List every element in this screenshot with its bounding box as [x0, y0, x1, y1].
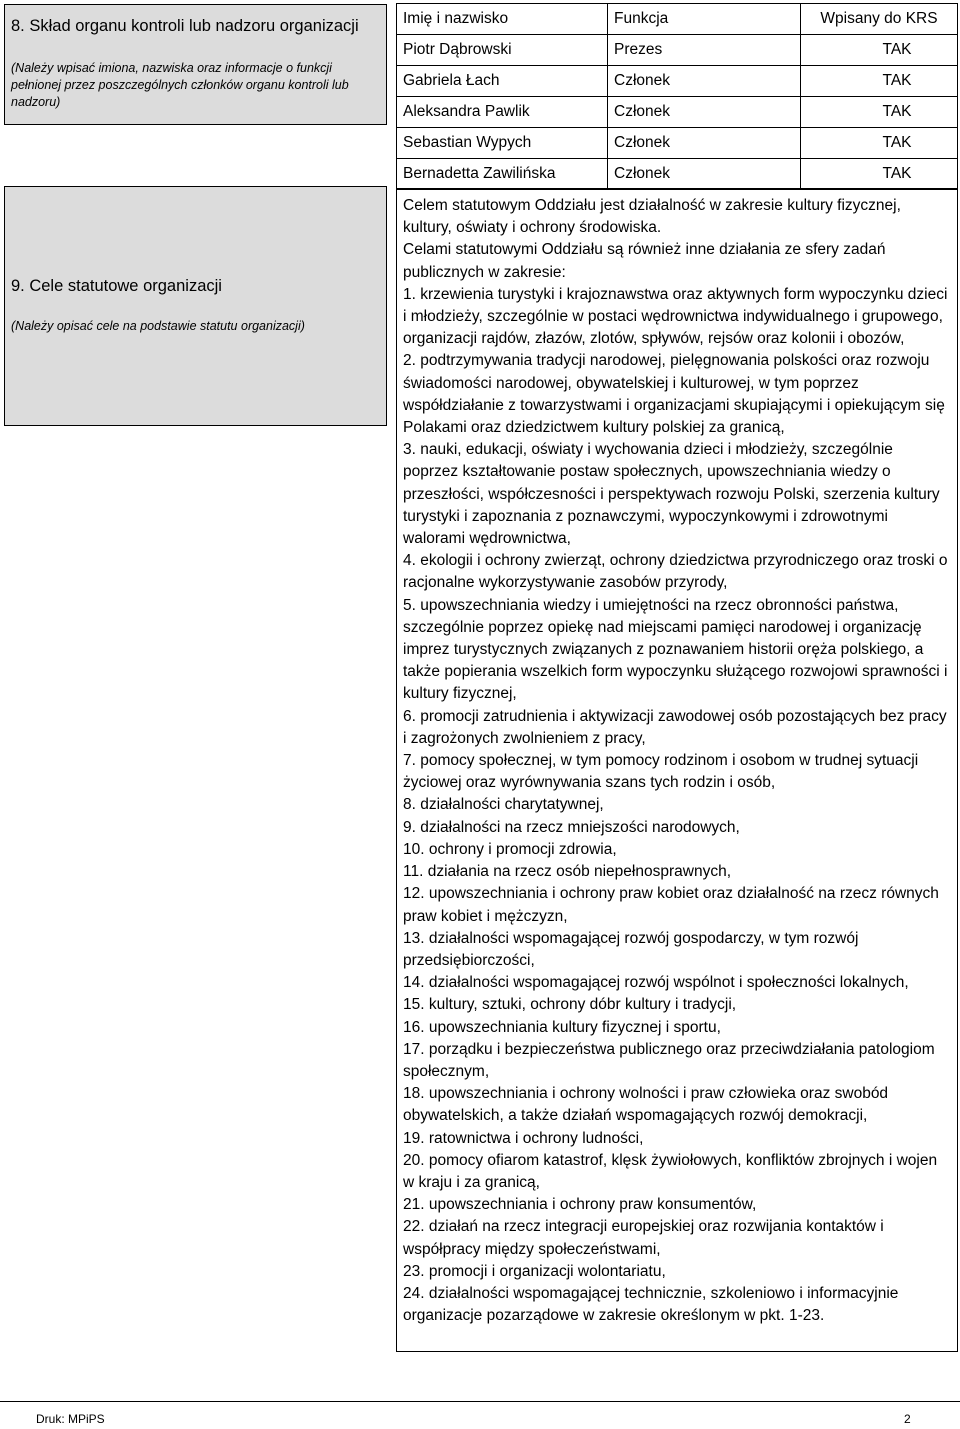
goal-item: 9. działalności na rzecz mniejszości narodowych,: [403, 818, 740, 836]
member-krs: TAK: [801, 159, 958, 190]
member-function: Członek: [608, 97, 801, 128]
goal-item: 21. upowszechniania i ochrony praw konsumentów,: [403, 1196, 757, 1214]
section-8-label-box: [4, 4, 387, 125]
member-krs: TAK: [801, 66, 958, 97]
header-krs: Wpisany do KRS: [801, 4, 958, 35]
goal-item: 16. upowszechniania kultury fizycznej i sportu,: [403, 1018, 721, 1036]
member-function: Prezes: [608, 35, 801, 66]
goal-item: 18. upowszechniania i ochrony wolności i praw człowieka oraz swobód obywatelskich, a także działań wspomagających rozwój demokracji,: [403, 1085, 889, 1125]
goals-intro-2: Celami statutowymi Oddziału są również inne działania ze sfery zadań publicznych w zakresie:: [403, 241, 886, 281]
goal-item: 3. nauki, edukacji, oświaty i wychowania dzieci i młodzieży, szczególnie poprzez kształtowanie postaw społecznych, upowszechniania wiedzy o przeszłości, współczesności i perspektywach rozwoju Polski, szerzenia kultury turystyki i zapoznania z poznawczymi, wypoczynkowymi i zdrowotnymi walorami wędrownictwa,: [403, 441, 940, 548]
table-row: [397, 159, 958, 190]
header-name: Imię i nazwisko: [397, 4, 608, 35]
member-name: Piotr Dąbrowski: [397, 35, 608, 66]
member-name: Gabriela Łach: [397, 66, 608, 97]
goal-item: 12. upowszechniania i ochrony praw kobiet oraz działalność na rzecz równych praw kobiet i mężczyzn,: [403, 885, 939, 925]
section-9-label-box: [4, 186, 387, 426]
goal-item: 13. działalności wspomagającej rozwój gospodarczy, w tym rozwój przedsiębiorczości,: [403, 929, 859, 969]
statutory-goals-box: [396, 188, 958, 1352]
goal-item: 22. działań na rzecz integracji europejskiej oraz rozwijania kontaktów i współpracy między społeczeństwami,: [403, 1218, 884, 1258]
member-krs: TAK: [801, 128, 958, 159]
table-row: [397, 35, 958, 66]
member-krs: TAK: [801, 97, 958, 128]
section-9-note: (Należy opisać cele na podstawie statutu organizacji): [11, 319, 305, 333]
goal-item: 5. upowszechniania wiedzy i umiejętności na rzecz obronności państwa, szczególnie poprzez opiekę nad miejscami pamięci narodowej i organizację imprez turystycznych związanych z poznawaniem historii oręża polskiego, a także popierania wszelkich form wypoczynku służącego rozwojowi sprawności i kultury fizycznej,: [403, 596, 948, 703]
member-krs: TAK: [801, 35, 958, 66]
goal-item: 11. działania na rzecz osób niepełnosprawnych,: [403, 863, 731, 881]
section-8-title: 8. Skład organu kontroli lub nadzoru organizacji: [11, 17, 359, 35]
goal-item: 15. kultury, sztuki, ochrony dóbr kultury i tradycji,: [403, 996, 737, 1014]
member-function: Członek: [608, 128, 801, 159]
goals-list: [403, 284, 951, 1328]
page-number: 2: [904, 1412, 911, 1426]
header-function: Funkcja: [608, 4, 801, 35]
goals-intro: Celem statutowym Oddziału jest działalność w zakresie kultury fizycznej, kultury, oświaty i ochrony środowiska.: [403, 197, 901, 237]
goal-item: 1. krzewienia turystyki i krajoznawstwa oraz aktywnych form wypoczynku dzieci i młodzieży, szczególnie w postaci wędrownictwa indywidualnego i grupowego, organizacji rajdów, złazów, zlotów, spływów, rejsów oraz kolonii i obozów,: [403, 285, 948, 348]
goal-item: 2. podtrzymywania tradycji narodowej, pielęgnowania polskości oraz rozwoju świadomości narodowej, obywatelskiej i kulturowej, w tym poprzez współdziałanie z towarzystwami i organizacjami skupiającymi i opiekującym się Polakami oraz dziedzictwem kultury polskiej za granicą,: [403, 352, 945, 437]
goal-item: 10. ochrony i promocji zdrowia,: [403, 840, 617, 858]
member-function: Członek: [608, 159, 801, 190]
goal-item: 24. działalności wspomagającej technicznie, szkoleniowo i informacyjnie organizacje pozarządowe w zakresie określonym w pkt. 1-23.: [403, 1284, 899, 1325]
goal-item: 19. ratownictwa i ochrony ludności,: [403, 1129, 644, 1147]
table-row: [397, 66, 958, 97]
table-header-row: [397, 4, 958, 35]
table-row: [397, 97, 958, 128]
footer-print-label: Druk: MPiPS: [36, 1412, 105, 1426]
goal-item: 20. pomocy ofiarom katastrof, klęsk żywiołowych, konfliktów zbrojnych i wojen w kraju i za granicą,: [403, 1151, 938, 1191]
member-name: Bernadetta Zawilińska: [397, 159, 608, 190]
members-table: [396, 3, 958, 190]
goal-item: 14. działalności wspomagającej rozwój wspólnot i społeczności lokalnych,: [403, 974, 909, 992]
goal-item: 6. promocji zatrudnienia i aktywizacji zawodowej osób pozostających bez pracy i zagrożonych zwolnieniem z pracy,: [403, 707, 947, 747]
goal-item: 7. pomocy społecznej, w tym pomocy rodzinom i osobom w trudnej sytuacji życiowej oraz wyrównywania szans tych rodzin i osób,: [403, 752, 919, 792]
section-9-title: 9. Cele statutowe organizacji: [11, 277, 222, 295]
goal-item: 17. porządku i bezpieczeństwa publicznego oraz przeciwdziałania patologiom społecznym,: [403, 1040, 935, 1080]
member-name: Aleksandra Pawlik: [397, 97, 608, 128]
member-name: Sebastian Wypych: [397, 128, 608, 159]
footer-divider: [0, 1401, 960, 1402]
member-function: Członek: [608, 66, 801, 97]
goal-item: 8. działalności charytatywnej,: [403, 796, 604, 814]
section-8-note: (Należy wpisać imiona, nazwiska oraz informacje o funkcji pełnionej przez poszczególnych członków organu kontroli lub nadzoru): [11, 61, 349, 109]
goal-item: 23. promocji i organizacji wolontariatu,: [403, 1262, 666, 1280]
goal-item: 4. ekologii i ochrony zwierząt, ochrony dziedzictwa przyrodniczego oraz troski o racjonalne wykorzystywanie zasobów przyrody,: [403, 552, 948, 592]
table-row: [397, 128, 958, 159]
